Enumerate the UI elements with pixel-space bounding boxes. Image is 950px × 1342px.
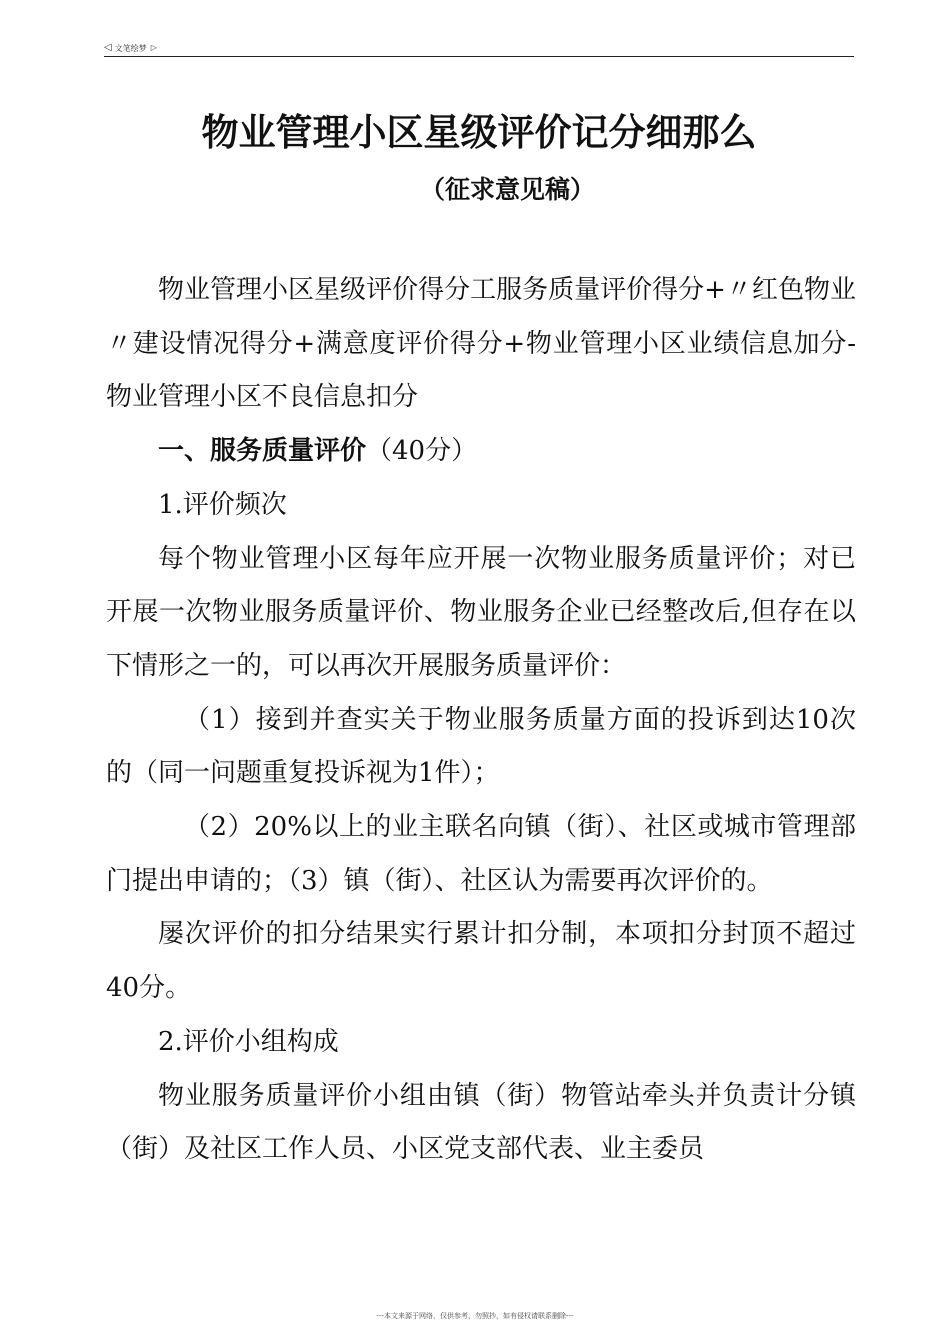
triangle-left-icon: ◁ [104, 42, 112, 53]
triangle-right-icon: ▷ [150, 43, 157, 52]
condition-1: （1）接到并查实关于物业服务质量方面的投诉到达10次的（同一问题重复投诉视为1件）； [106, 704, 856, 789]
item1-body: 每个物业管理小区每年应开展一次物业服务质量评价；对已开展一次物业服务质量评价、物业服务企业已经整改后,但存在以下情形之一的，可以再次开展服务质量评价： [106, 543, 856, 681]
item2-title: 2.评价小组构成 [158, 1026, 339, 1057]
page-footer: ---本文来源于网络，仅供参考，勿照抄，如有侵权请联系删除--- [376, 1312, 574, 1320]
condition-2: （2）20%以上的业主联名向镇（街）、社区或城市管理部门提出申请的；（3）镇（街）、社区认为需要再次评价的。 [106, 812, 856, 896]
item2-body: 物业服务质量评价小组由镇（街）物管站牵头并负责计分镇（街）及社区工作人员、小区党支部代表、业主委员 [106, 1080, 856, 1165]
section-heading-text: 一、服务质量评价 [158, 436, 367, 467]
header-rule [104, 56, 854, 57]
item1-title: 1.评价频次 [158, 489, 287, 520]
section-heading [106, 425, 856, 479]
section-heading-score: （40分） [366, 436, 478, 467]
document-subtitle: （征求意见稿） [420, 175, 596, 204]
item1-cap: 屡次评价的扣分结果实行累计扣分制，本项扣分封顶不超过40分。 [106, 919, 856, 1004]
document-title: 物业管理小区星级评价记分细那么 [201, 111, 757, 154]
header-text: 文笔绘梦 [114, 43, 147, 53]
intro-paragraph: 物业管理小区星级评价得分工服务质量评价得分+〃红色物业〃建设情况得分+满意度评价得分+物业管理小区业绩信息加分-物业管理小区不良信息扣分 [106, 275, 856, 413]
document-body [106, 264, 856, 1177]
page-header [104, 41, 157, 55]
